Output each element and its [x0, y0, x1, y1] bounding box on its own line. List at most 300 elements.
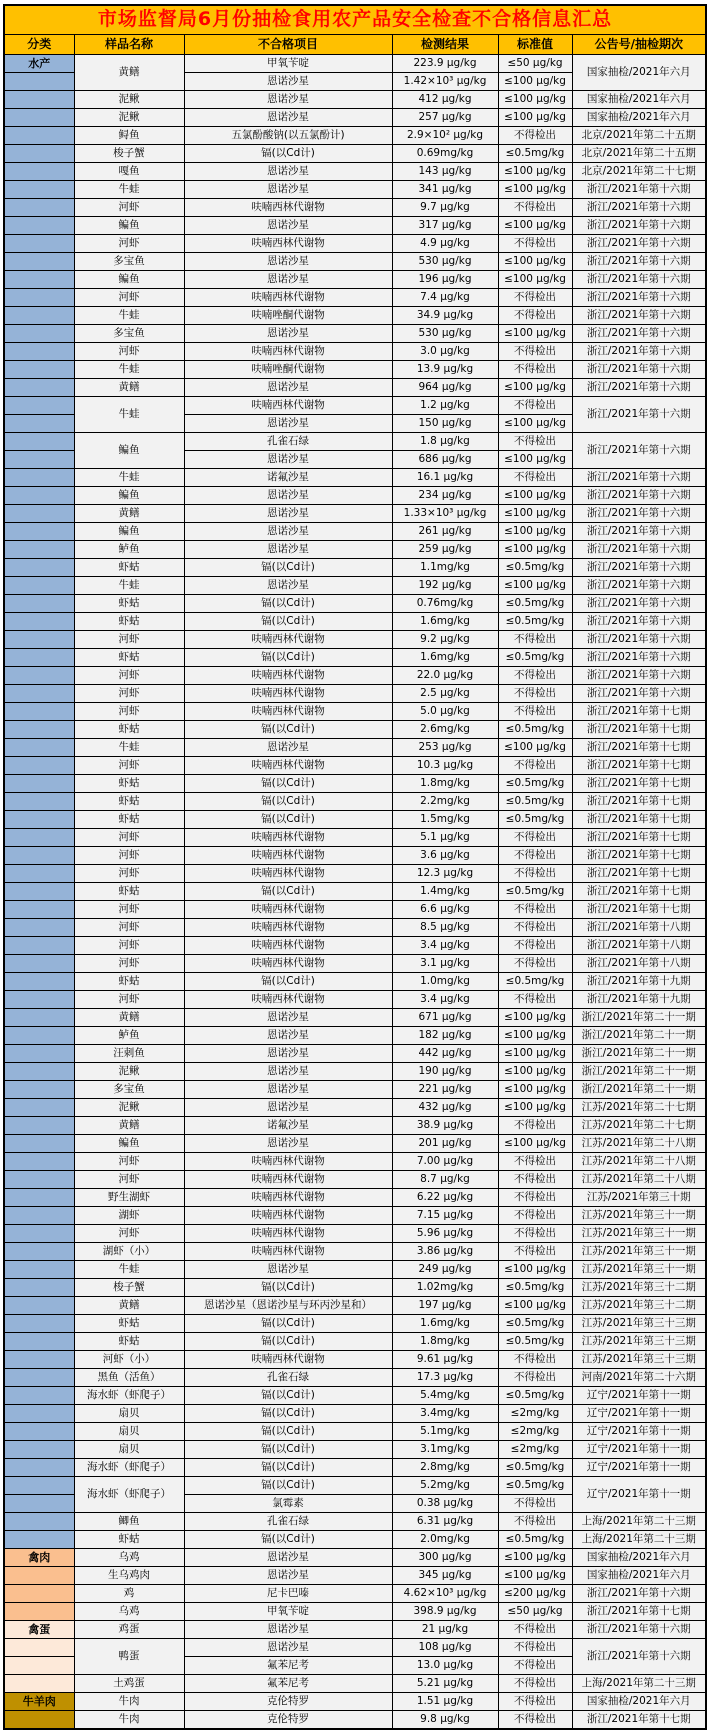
sample-name-cell: 鳊鱼 — [74, 487, 184, 505]
category-cell — [4, 793, 74, 811]
result-cell: 190 μg/kg — [392, 1063, 498, 1081]
result-cell: 432 μg/kg — [392, 1099, 498, 1117]
notice-cell: 浙江/2021年第十六期 — [572, 217, 706, 235]
item-cell: 呋喃西林代谢物 — [184, 1153, 392, 1171]
table-row — [4, 955, 706, 973]
category-cell — [4, 757, 74, 775]
standard-cell: ≤0.5mg/kg — [498, 1387, 572, 1405]
result-cell: 3.4 μg/kg — [392, 937, 498, 955]
category-cell — [4, 973, 74, 991]
result-cell: 345 μg/kg — [392, 1567, 498, 1585]
result-cell: 9.2 μg/kg — [392, 631, 498, 649]
table-row — [4, 271, 706, 289]
item-cell: 呋喃西林代谢物 — [184, 1189, 392, 1207]
standard-cell: ≤0.5mg/kg — [498, 1315, 572, 1333]
category-cell: 水产 — [4, 55, 74, 73]
notice-cell: 辽宁/2021年第十一期 — [572, 1477, 706, 1513]
standard-cell: ≤100 μg/kg — [498, 577, 572, 595]
table-row — [4, 577, 706, 595]
table-row — [4, 721, 706, 739]
sample-name-cell: 河虾 — [74, 703, 184, 721]
table-row — [4, 1711, 706, 1730]
table-row — [4, 1279, 706, 1297]
notice-cell: 浙江/2021年第十八期 — [572, 955, 706, 973]
result-cell: 9.61 μg/kg — [392, 1351, 498, 1369]
sample-name-cell: 鲈鱼 — [74, 541, 184, 559]
result-cell: 3.4mg/kg — [392, 1405, 498, 1423]
sample-name-cell: 河虾 — [74, 1171, 184, 1189]
standard-cell: 不得检出 — [498, 955, 572, 973]
sample-name-cell: 河虾 — [74, 937, 184, 955]
notice-cell: 浙江/2021年第十六期 — [572, 235, 706, 253]
sample-name-cell: 虾蛄 — [74, 973, 184, 991]
result-cell: 1.6mg/kg — [392, 1315, 498, 1333]
standard-cell: ≤0.5mg/kg — [498, 1333, 572, 1351]
standard-cell: 不得检出 — [498, 1243, 572, 1261]
table-row — [4, 973, 706, 991]
category-cell — [4, 721, 74, 739]
item-cell: 呋喃西林代谢物 — [184, 685, 392, 703]
result-cell: 1.2 μg/kg — [392, 397, 498, 415]
category-cell — [4, 955, 74, 973]
sample-name-cell: 牛蛙 — [74, 577, 184, 595]
result-cell: 150 μg/kg — [392, 415, 498, 433]
category-cell — [4, 127, 74, 145]
standard-cell: 不得检出 — [498, 199, 572, 217]
standard-cell: ≤2mg/kg — [498, 1405, 572, 1423]
table-row — [4, 649, 706, 667]
result-cell: 317 μg/kg — [392, 217, 498, 235]
result-cell: 17.3 μg/kg — [392, 1369, 498, 1387]
item-cell: 恩诺沙星 — [184, 1639, 392, 1657]
notice-cell: 江苏/2021年第三十三期 — [572, 1315, 706, 1333]
item-cell: 呋喃西林代谢物 — [184, 901, 392, 919]
result-cell: 34.9 μg/kg — [392, 307, 498, 325]
notice-cell: 浙江/2021年第十八期 — [572, 919, 706, 937]
item-cell: 呋喃西林代谢物 — [184, 235, 392, 253]
table-row — [4, 1621, 706, 1639]
item-cell: 恩诺沙星 — [184, 541, 392, 559]
header-row — [4, 35, 706, 55]
notice-cell: 浙江/2021年第十七期 — [572, 901, 706, 919]
result-cell: 253 μg/kg — [392, 739, 498, 757]
item-cell: 恩诺沙星 — [184, 1081, 392, 1099]
notice-cell: 辽宁/2021年第十一期 — [572, 1405, 706, 1423]
table-row — [4, 1081, 706, 1099]
notice-cell: 浙江/2021年第十七期 — [572, 775, 706, 793]
sample-name-cell: 海水虾（虾爬子） — [74, 1459, 184, 1477]
standard-cell: ≤100 μg/kg — [498, 415, 572, 433]
result-cell: 4.62×10³ μg/kg — [392, 1585, 498, 1603]
result-cell: 9.7 μg/kg — [392, 199, 498, 217]
standard-cell: 不得检出 — [498, 685, 572, 703]
sample-name-cell: 河虾 — [74, 955, 184, 973]
item-cell: 诺氟沙星 — [184, 469, 392, 487]
result-cell: 196 μg/kg — [392, 271, 498, 289]
notice-cell: 国家抽检/2021年六月 — [572, 91, 706, 109]
notice-cell: 浙江/2021年第十六期 — [572, 1639, 706, 1675]
category-cell: 禽蛋 — [4, 1621, 74, 1639]
table-row — [4, 487, 706, 505]
result-cell: 2.9×10² μg/kg — [392, 127, 498, 145]
notice-cell: 江苏/2021年第三十一期 — [572, 1261, 706, 1279]
table-row — [4, 307, 706, 325]
sample-name-cell: 河虾 — [74, 991, 184, 1009]
item-cell: 尼卡巴嗪 — [184, 1585, 392, 1603]
result-cell: 442 μg/kg — [392, 1045, 498, 1063]
category-cell — [4, 1459, 74, 1477]
sample-name-cell: 牛蛙 — [74, 181, 184, 199]
category-cell — [4, 1567, 74, 1585]
category-cell — [4, 703, 74, 721]
item-cell: 镉(以Cd计) — [184, 1405, 392, 1423]
result-cell: 5.96 μg/kg — [392, 1225, 498, 1243]
category-cell — [4, 811, 74, 829]
item-cell: 孔雀石绿 — [184, 1369, 392, 1387]
sample-name-cell: 虾蛄 — [74, 1531, 184, 1549]
sample-name-cell: 河虾 — [74, 667, 184, 685]
table-row — [4, 901, 706, 919]
sample-name-cell: 鳊鱼 — [74, 523, 184, 541]
notice-cell: 江苏/2021年第二十八期 — [572, 1171, 706, 1189]
item-cell: 镉(以Cd计) — [184, 145, 392, 163]
standard-cell: 不得检出 — [498, 397, 572, 415]
table-row — [4, 919, 706, 937]
category-cell — [4, 109, 74, 127]
notice-cell: 浙江/2021年第十六期 — [572, 307, 706, 325]
sample-name-cell: 鳊鱼 — [74, 217, 184, 235]
table-row — [4, 217, 706, 235]
notice-cell: 浙江/2021年第十六期 — [572, 505, 706, 523]
standard-cell: ≤100 μg/kg — [498, 739, 572, 757]
notice-cell: 江苏/2021年第二十八期 — [572, 1153, 706, 1171]
result-cell: 1.6mg/kg — [392, 649, 498, 667]
table-row — [4, 1603, 706, 1621]
notice-cell: 辽宁/2021年第十一期 — [572, 1459, 706, 1477]
item-cell: 恩诺沙星 — [184, 325, 392, 343]
item-cell: 诺氟沙星 — [184, 1117, 392, 1135]
result-cell: 223.9 μg/kg — [392, 55, 498, 73]
standard-cell: 不得检出 — [498, 757, 572, 775]
result-cell: 2.5 μg/kg — [392, 685, 498, 703]
sample-name-cell: 河虾 — [74, 901, 184, 919]
sample-name-cell: 河虾 — [74, 235, 184, 253]
table-row — [4, 1675, 706, 1693]
category-cell — [4, 865, 74, 883]
category-cell — [4, 253, 74, 271]
notice-cell: 浙江/2021年第十六期 — [572, 487, 706, 505]
category-cell — [4, 361, 74, 379]
sample-name-cell: 河虾 — [74, 757, 184, 775]
table-row — [4, 433, 706, 451]
category-cell — [4, 325, 74, 343]
table-row — [4, 793, 706, 811]
result-cell: 8.7 μg/kg — [392, 1171, 498, 1189]
notice-cell: 北京/2021年第二十五期 — [572, 127, 706, 145]
notice-cell: 江苏/2021年第三十三期 — [572, 1333, 706, 1351]
result-cell: 261 μg/kg — [392, 523, 498, 541]
notice-cell: 浙江/2021年第二十一期 — [572, 1063, 706, 1081]
standard-cell: ≤0.5mg/kg — [498, 883, 572, 901]
standard-cell: 不得检出 — [498, 1675, 572, 1693]
category-cell — [4, 577, 74, 595]
notice-cell: 北京/2021年第二十五期 — [572, 145, 706, 163]
table-row — [4, 541, 706, 559]
item-cell: 呋喃唑酮代谢物 — [184, 361, 392, 379]
table-row — [4, 1243, 706, 1261]
sample-name-cell: 海水虾（虾爬子） — [74, 1477, 184, 1513]
category-cell — [4, 1603, 74, 1621]
result-cell: 3.0 μg/kg — [392, 343, 498, 361]
result-cell: 192 μg/kg — [392, 577, 498, 595]
sample-name-cell: 黄鳝 — [74, 55, 184, 91]
notice-cell: 浙江/2021年第十八期 — [572, 937, 706, 955]
result-cell: 1.5mg/kg — [392, 811, 498, 829]
notice-cell: 江苏/2021年第三十期 — [572, 1189, 706, 1207]
notice-cell: 浙江/2021年第二十一期 — [572, 1081, 706, 1099]
standard-cell: 不得检出 — [498, 1153, 572, 1171]
sample-name-cell: 河虾 — [74, 865, 184, 883]
sample-name-cell: 黄鳝 — [74, 1009, 184, 1027]
standard-cell: ≤100 μg/kg — [498, 523, 572, 541]
notice-cell: 江苏/2021年第三十一期 — [572, 1243, 706, 1261]
item-cell: 恩诺沙星 — [184, 163, 392, 181]
table-row — [4, 1693, 706, 1711]
sample-name-cell: 虾蛄 — [74, 613, 184, 631]
result-cell: 2.0mg/kg — [392, 1531, 498, 1549]
sample-name-cell: 野生湖虾 — [74, 1189, 184, 1207]
category-cell — [4, 1171, 74, 1189]
item-cell: 呋喃西林代谢物 — [184, 1225, 392, 1243]
standard-cell: ≤100 μg/kg — [498, 1045, 572, 1063]
category-cell — [4, 1063, 74, 1081]
result-cell: 12.3 μg/kg — [392, 865, 498, 883]
item-cell: 呋喃西林代谢物 — [184, 631, 392, 649]
notice-cell: 上海/2021年第二十三期 — [572, 1513, 706, 1531]
category-cell — [4, 901, 74, 919]
table-row — [4, 1207, 706, 1225]
result-cell: 0.38 μg/kg — [392, 1495, 498, 1513]
item-cell: 恩诺沙星 — [184, 73, 392, 91]
result-cell: 221 μg/kg — [392, 1081, 498, 1099]
item-cell: 孔雀石绿 — [184, 433, 392, 451]
result-cell: 1.0mg/kg — [392, 973, 498, 991]
category-cell — [4, 1387, 74, 1405]
item-cell: 恩诺沙星 — [184, 451, 392, 469]
table-row — [4, 937, 706, 955]
sample-name-cell: 河虾 — [74, 631, 184, 649]
standard-cell: 不得检出 — [498, 847, 572, 865]
table-row — [4, 1441, 706, 1459]
standard-cell: ≤100 μg/kg — [498, 73, 572, 91]
result-cell: 1.8mg/kg — [392, 1333, 498, 1351]
notice-cell: 国家抽检/2021年六月 — [572, 1567, 706, 1585]
sample-name-cell: 虾蛄 — [74, 883, 184, 901]
notice-cell: 国家抽检/2021年六月 — [572, 55, 706, 91]
table-row — [4, 1099, 706, 1117]
notice-cell: 浙江/2021年第二十一期 — [572, 1027, 706, 1045]
standard-cell: ≤0.5mg/kg — [498, 775, 572, 793]
standard-cell: ≤2mg/kg — [498, 1441, 572, 1459]
standard-cell: ≤100 μg/kg — [498, 1081, 572, 1099]
standard-cell: ≤100 μg/kg — [498, 271, 572, 289]
category-cell — [4, 1153, 74, 1171]
result-cell: 1.8mg/kg — [392, 775, 498, 793]
result-cell: 2.2mg/kg — [392, 793, 498, 811]
result-cell: 3.6 μg/kg — [392, 847, 498, 865]
item-cell: 呋喃西林代谢物 — [184, 829, 392, 847]
item-cell: 呋喃西林代谢物 — [184, 919, 392, 937]
table-row — [4, 361, 706, 379]
sample-name-cell: 扇贝 — [74, 1423, 184, 1441]
result-cell: 6.22 μg/kg — [392, 1189, 498, 1207]
sample-name-cell: 泥鳅 — [74, 1063, 184, 1081]
sample-name-cell: 虾蛄 — [74, 1333, 184, 1351]
item-cell: 恩诺沙星 — [184, 1549, 392, 1567]
category-cell — [4, 685, 74, 703]
category-cell — [4, 1225, 74, 1243]
notice-cell: 浙江/2021年第十六期 — [572, 181, 706, 199]
item-cell: 呋喃西林代谢物 — [184, 937, 392, 955]
result-cell: 1.4mg/kg — [392, 883, 498, 901]
standard-cell: ≤100 μg/kg — [498, 379, 572, 397]
table-row — [4, 505, 706, 523]
table-row — [4, 91, 706, 109]
item-cell: 恩诺沙星 — [184, 1135, 392, 1153]
category-cell — [4, 883, 74, 901]
table-row — [4, 1387, 706, 1405]
item-cell: 镉(以Cd计) — [184, 793, 392, 811]
category-cell — [4, 307, 74, 325]
notice-cell: 上海/2021年第二十三期 — [572, 1675, 706, 1693]
table-row — [4, 1117, 706, 1135]
item-cell: 恩诺沙星 — [184, 217, 392, 235]
sample-name-cell: 多宝鱼 — [74, 1081, 184, 1099]
standard-cell: ≤100 μg/kg — [498, 181, 572, 199]
category-cell — [4, 487, 74, 505]
category-cell — [4, 1495, 74, 1513]
notice-cell: 辽宁/2021年第十一期 — [572, 1423, 706, 1441]
result-cell: 5.0 μg/kg — [392, 703, 498, 721]
item-cell: 恩诺沙星 — [184, 1027, 392, 1045]
standard-cell: 不得检出 — [498, 1351, 572, 1369]
table-row — [4, 1477, 706, 1495]
notice-cell: 江苏/2021年第二十八期 — [572, 1135, 706, 1153]
table-row — [4, 1549, 706, 1567]
table-row — [4, 775, 706, 793]
standard-cell: ≤0.5mg/kg — [498, 613, 572, 631]
sample-name-cell: 虾蛄 — [74, 1315, 184, 1333]
result-cell: 530 μg/kg — [392, 253, 498, 271]
item-cell: 镉(以Cd计) — [184, 649, 392, 667]
standard-cell: 不得检出 — [498, 127, 572, 145]
sample-name-cell: 鲟鱼 — [74, 127, 184, 145]
table-row — [4, 1567, 706, 1585]
notice-cell: 浙江/2021年第十七期 — [572, 883, 706, 901]
result-cell: 1.51 μg/kg — [392, 1693, 498, 1711]
standard-cell: 不得检出 — [498, 235, 572, 253]
item-cell: 镉(以Cd计) — [184, 1459, 392, 1477]
table-row — [4, 397, 706, 415]
table-row — [4, 55, 706, 73]
sample-name-cell: 鸡 — [74, 1585, 184, 1603]
standard-cell: ≤0.5mg/kg — [498, 595, 572, 613]
result-cell: 300 μg/kg — [392, 1549, 498, 1567]
standard-cell: 不得检出 — [498, 1495, 572, 1513]
item-cell: 恩诺沙星 — [184, 1063, 392, 1081]
category-cell — [4, 235, 74, 253]
item-cell: 镉(以Cd计) — [184, 1477, 392, 1495]
category-cell — [4, 523, 74, 541]
result-cell: 2.6mg/kg — [392, 721, 498, 739]
result-cell: 7.4 μg/kg — [392, 289, 498, 307]
table-row — [4, 829, 706, 847]
category-cell — [4, 1423, 74, 1441]
sample-name-cell: 牛蛙 — [74, 1261, 184, 1279]
item-cell: 呋喃唑酮代谢物 — [184, 307, 392, 325]
table-row — [4, 865, 706, 883]
sample-name-cell: 虾蛄 — [74, 793, 184, 811]
standard-cell: ≤100 μg/kg — [498, 487, 572, 505]
table-row — [4, 109, 706, 127]
result-cell: 3.86 μg/kg — [392, 1243, 498, 1261]
title-row — [4, 5, 706, 35]
category-cell — [4, 1207, 74, 1225]
item-cell: 甲氧苄啶 — [184, 55, 392, 73]
standard-cell: ≤0.5mg/kg — [498, 145, 572, 163]
item-cell: 克伦特罗 — [184, 1711, 392, 1730]
notice-cell: 浙江/2021年第十七期 — [572, 1711, 706, 1730]
category-cell — [4, 181, 74, 199]
category-cell — [4, 847, 74, 865]
category-cell — [4, 1711, 74, 1730]
standard-cell: ≤100 μg/kg — [498, 325, 572, 343]
category-cell — [4, 1315, 74, 1333]
standard-cell: 不得检出 — [498, 937, 572, 955]
category-cell — [4, 163, 74, 181]
result-cell: 108 μg/kg — [392, 1639, 498, 1657]
table-row — [4, 1333, 706, 1351]
category-cell — [4, 1081, 74, 1099]
notice-cell: 浙江/2021年第十六期 — [572, 199, 706, 217]
sample-name-cell: 湖虾（小） — [74, 1243, 184, 1261]
notice-cell: 浙江/2021年第十六期 — [572, 397, 706, 433]
notice-cell: 浙江/2021年第十六期 — [572, 469, 706, 487]
standard-cell: 不得检出 — [498, 1369, 572, 1387]
notice-cell: 浙江/2021年第十九期 — [572, 973, 706, 991]
result-cell: 1.02mg/kg — [392, 1279, 498, 1297]
sample-name-cell: 泥鳅 — [74, 109, 184, 127]
sample-name-cell: 河虾 — [74, 343, 184, 361]
item-cell: 呋喃西林代谢物 — [184, 1171, 392, 1189]
category-cell — [4, 469, 74, 487]
category-cell — [4, 649, 74, 667]
standard-cell: 不得检出 — [498, 361, 572, 379]
standard-cell: 不得检出 — [498, 1225, 572, 1243]
sample-name-cell: 虾蛄 — [74, 775, 184, 793]
standard-cell: 不得检出 — [498, 1189, 572, 1207]
category-cell — [4, 1405, 74, 1423]
sample-name-cell: 乌鸡 — [74, 1549, 184, 1567]
table-row — [4, 667, 706, 685]
sample-name-cell: 黑鱼（活鱼） — [74, 1369, 184, 1387]
result-cell: 143 μg/kg — [392, 163, 498, 181]
category-cell — [4, 1297, 74, 1315]
item-cell: 呋喃西林代谢物 — [184, 703, 392, 721]
sample-name-cell: 河虾 — [74, 847, 184, 865]
notice-cell: 江苏/2021年第三十三期 — [572, 1351, 706, 1369]
table-row — [4, 685, 706, 703]
